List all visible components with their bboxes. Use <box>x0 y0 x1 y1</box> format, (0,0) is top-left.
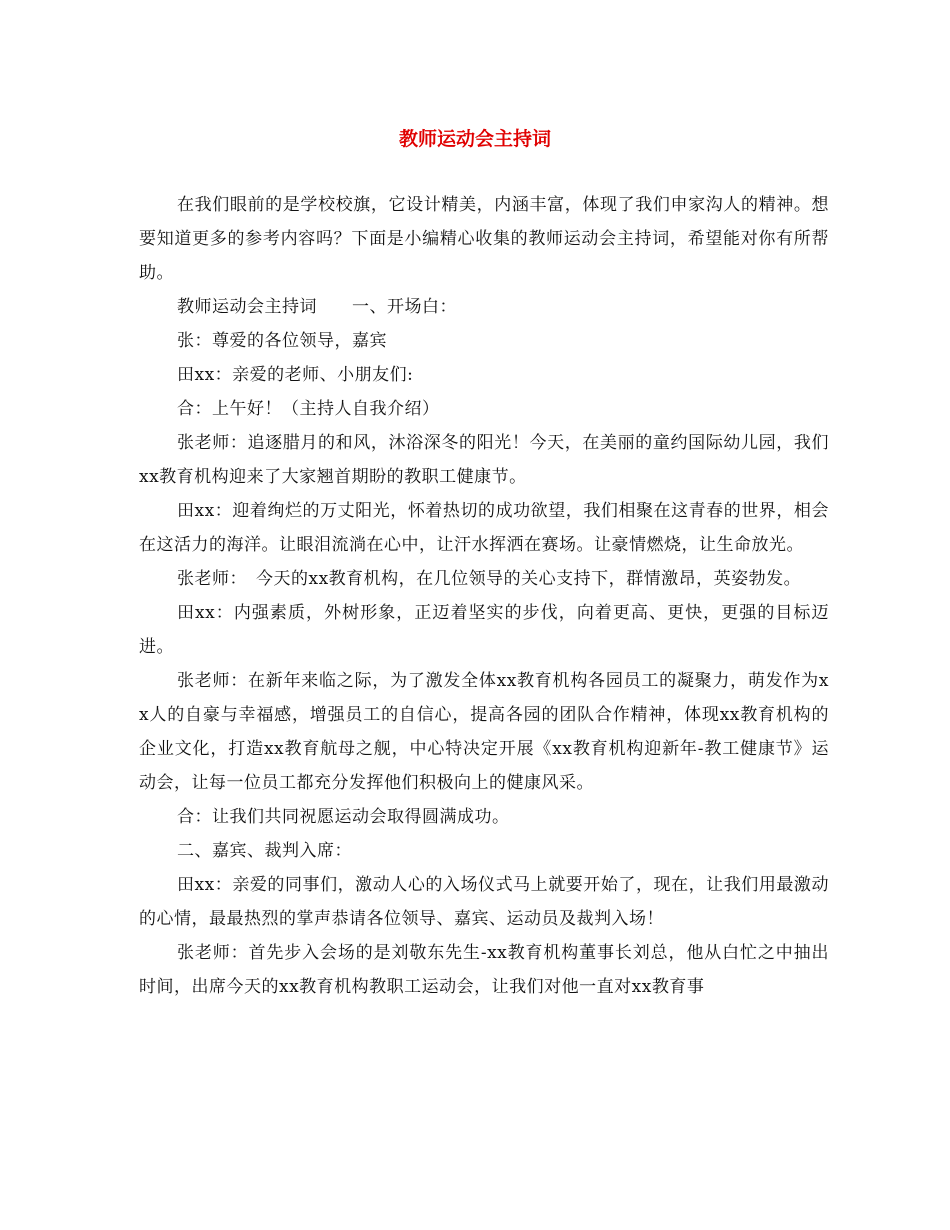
paragraph: 张：尊爱的各位领导，嘉宾 <box>177 331 387 351</box>
paragraph: 合：上午好！（主持人自我介绍） <box>177 399 440 419</box>
paragraph: 张老师： 今天的xx教育机构，在几位领导的关心支持下，群情激昂，英姿勃发。 <box>177 569 802 589</box>
paragraph: 张老师：追逐腊月的和风，沐浴深冬的阳光！今天，在美丽的童约国际幼儿园，我们xx教育机构迎来了大家翘首期盼的教职工健康节。 <box>139 433 829 487</box>
paragraph: 在我们眼前的是学校校旗，它设计精美，内涵丰富，体现了我们申家沟人的精神。想要知道更多的参考内容吗？下面是小编精心收集的教师运动会主持词，希望能对你有所帮助。 <box>139 195 829 283</box>
paragraph: 合：让我们共同祝愿运动会取得圆满成功。 <box>177 807 510 827</box>
paragraph: 田xx：亲爱的同事们，激动人心的入场仪式马上就要开始了，现在，让我们用最激动的心情，最最热烈的掌声恭请各位领导、嘉宾、运动员及裁判入场！ <box>139 875 829 929</box>
document-body <box>139 188 829 1004</box>
paragraph: 田xx：内强素质，外树形象，正迈着坚实的步伐，向着更高、更快，更强的目标迈进。 <box>139 603 829 657</box>
paragraph: 张老师：在新年来临之际，为了激发全体xx教育机构各园员工的凝聚力，萌发作为xx人的自豪与幸福感，增强员工的自信心，提高各园的团队合作精神，体现xx教育机构的企业文化，打造xx教育航母之舰，中心特决定开展《xx教育机构迎新年-教工健康节》运动会，让每一位员工都充分发挥他们积极向上的健康风采。 <box>139 671 829 793</box>
paragraph: 张老师：首先步入会场的是刘敬东先生-xx教育机构董事长刘总，他从白忙之中抽出时间，出席今天的xx教育机构教职工运动会，让我们对他一直对xx教育事 <box>139 943 829 997</box>
section-heading: 二、嘉宾、裁判入席： <box>177 841 352 861</box>
paragraph: 田xx：亲爱的老师、小朋友们: <box>177 365 414 385</box>
paragraph: 田xx：迎着绚烂的万丈阳光，怀着热切的成功欲望，我们相聚在这青春的世界，相会在这活力的海洋。让眼泪流淌在心中，让汗水挥洒在赛场。让豪情燃烧，让生命放光。 <box>139 501 829 555</box>
paragraph: 教师运动会主持词 一、开场白： <box>177 297 457 317</box>
document-title: 教师运动会主持词 <box>398 128 551 150</box>
